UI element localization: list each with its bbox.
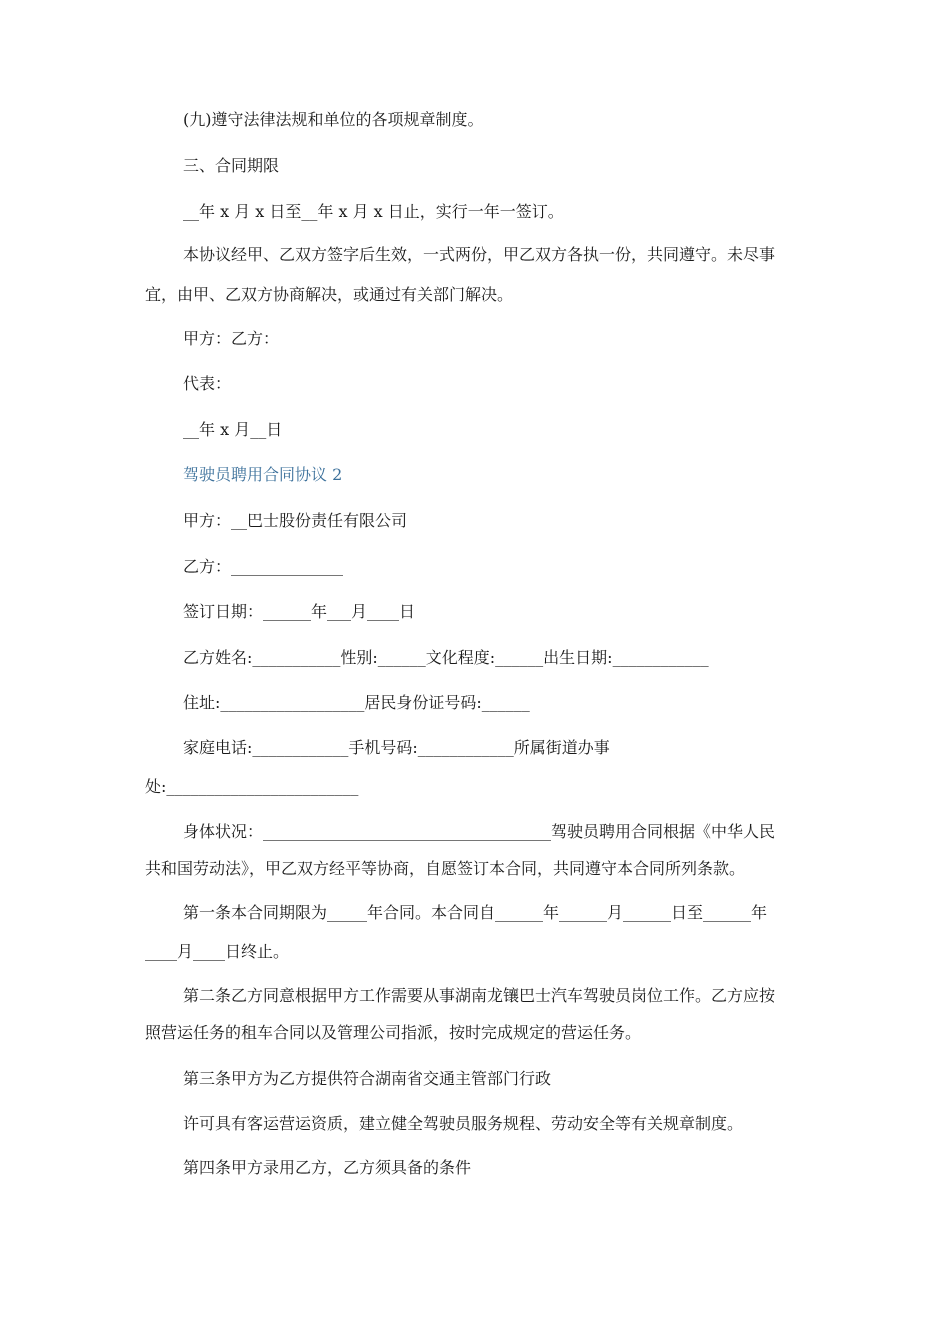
paragraph-article-four: 第四条甲方录用乙方，乙方须具备的条件 — [183, 1158, 472, 1177]
paragraph-article-two-line1: 第二条乙方同意根据甲方工作需要从事湖南龙镶巴士汽车驾驶员岗位工作。乙方应按 — [183, 986, 776, 1005]
paragraph-sign-date: __年 x 月__日 — [183, 420, 283, 439]
paragraph-health-line2: 共和国劳动法》，甲乙双方经平等协商，自愿签订本合同，共同遵守本合同所列条款。 — [145, 859, 746, 878]
paragraph-effective-line2: 宜，由甲、乙双方协商解决，或通过有关部门解决。 — [145, 285, 514, 304]
paragraph-article-one-line2: ____月____日终止。 — [145, 942, 290, 961]
paragraph-article-three-line1: 第三条甲方为乙方提供符合湖南省交通主管部门行政 — [183, 1069, 552, 1088]
paragraph-party-a: 甲方：__巴士股份责任有限公司 — [183, 511, 408, 530]
paragraph-parties-signature: 甲方：乙方： — [183, 329, 280, 348]
paragraph-article-two-line2: 照营运任务的租车合同以及管理公司指派，按时完成规定的营运任务。 — [145, 1023, 642, 1042]
paragraph-clause-nine: (九)遵守法律法规和单位的各项规章制度。 — [183, 110, 484, 129]
paragraph-party-b: 乙方：______________ — [183, 557, 344, 576]
paragraph-address-id: 住址:__________________居民身份证号码:______ — [183, 693, 530, 712]
paragraph-signing-date: 签订日期：______年___月____日 — [183, 602, 416, 621]
paragraph-representative: 代表： — [183, 374, 232, 393]
paragraph-phone-line2: 处:________________________ — [145, 777, 359, 796]
paragraph-effective-line1: 本协议经甲、乙双方签字后生效，一式两份，甲乙双方各执一份，共同遵守。未尽事 — [183, 245, 776, 264]
paragraph-article-three-line2: 许可具有客运营运资质，建立健全驾驶员服务规程、劳动安全等有关规章制度。 — [183, 1114, 744, 1133]
paragraph-contract-term: __年 x 月 x 日至__年 x 月 x 日止，实行一年一签订。 — [183, 202, 564, 221]
paragraph-party-b-info: 乙方姓名:___________性别:______文化程度:______出生日期:____________ — [183, 648, 709, 667]
paragraph-health-line1: 身体状况：____________________________________驾驶员聘用合同根据《中华人民 — [183, 822, 776, 841]
paragraph-section-three-heading: 三、合同期限 — [183, 156, 280, 175]
section-title: 驾驶员聘用合同协议 2 — [183, 465, 343, 484]
paragraph-phone-line1: 家庭电话:____________手机号码:____________所属街道办事 — [183, 738, 610, 757]
paragraph-article-one-line1: 第一条本合同期限为_____年合同。本合同自______年______月______日至______年 — [183, 903, 768, 922]
